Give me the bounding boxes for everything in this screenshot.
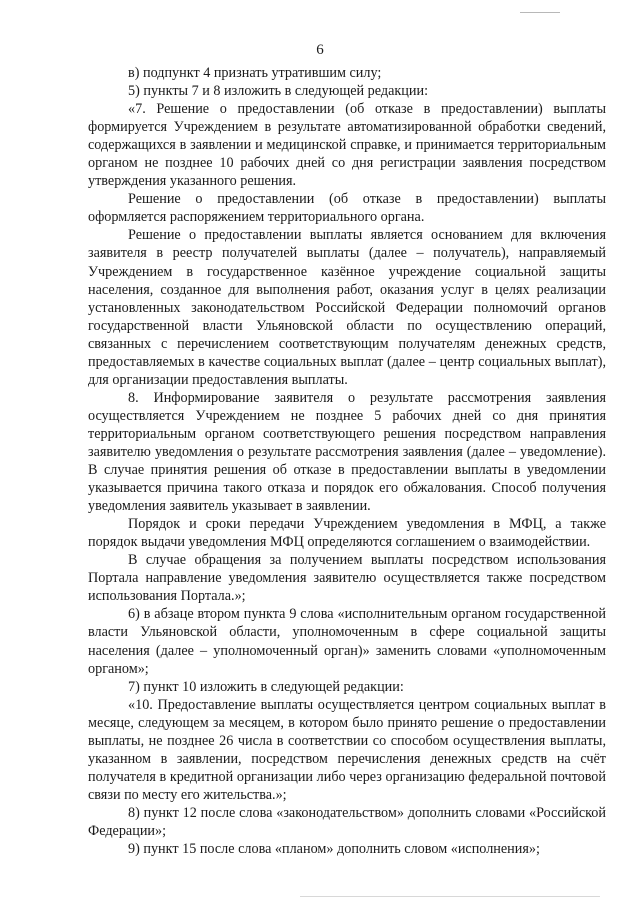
paragraph-portal-notification: В случае обращения за получением выплаты посредством использования Портала направление уведомления заявителю осуществляется также посредством использования Портала.»; (88, 552, 606, 605)
paragraph-point-8: 8. Информирование заявителя о результате рассмотрения заявления осуществляется Учреждением не позднее 5 рабочих дней со дня принятия территориальным органом соответствующего решения посредством направления заявителю уведомления о результате рассмотрения заявления (далее – уведомление). В случае принятия решения об отказе в предоставлении выплаты в уведомлении указывается причина такого отказа и порядок его обжалования. Способ получения уведомления заявитель указывает в заявлении. (88, 389, 606, 515)
paragraph-decision-basis: Решение о предоставлении выплаты является основанием для включения заявителя в реестр получателей выплаты (далее – получатель), направляемый Учреждением в государственное казённое учреждение социальной защиты населения, созданное для выполнения работ, оказания услуг в целях реализации установленных законодательством Российской Федерации полномочий органов государственной власти Ульяновской области по осуществлению операций, связанных с перечислением соответствующим получателям денежных средств, предоставляемых в качестве социальных выплат (далее – центр социальных выплат), для организации предоставления выплаты. (88, 227, 606, 388)
paragraph-item-6: 6) в абзаце втором пункта 9 слова «исполнительным органом государственной власти Ульяновской области, уполномоченным в сфере социальной защиты населения (далее – уполномоченный орган)» заменить словами «уполномоченным органом»; (88, 606, 606, 677)
paragraph-decision-formalization: Решение о предоставлении (об отказе в предоставлении) выплаты оформляется распоряжением территориального органа. (88, 191, 606, 226)
page-number: 6 (316, 42, 324, 58)
paragraph-point-7: «7. Решение о предоставлении (об отказе в предоставлении) выплаты формируется Учреждением в результате автоматизированной обработки сведений, содержащихся в заявлении и медицинской справке, и принимается территориальным органом не позднее 10 рабочих дней со дня регистрации заявления посредством утверждения указанного решения. (88, 101, 606, 190)
paragraph-subpoint-v: в) подпункт 4 признать утратившим силу; (128, 65, 382, 81)
paragraph-item-9: 9) пункт 15 после слова «планом» дополнить словом «исполнения»; (128, 841, 540, 858)
paragraph-mfc-procedure: Порядок и сроки передачи Учреждением уведомления в МФЦ, а также порядок выдачи уведомления МФЦ определяются соглашением о взаимодействии. (88, 516, 606, 551)
paragraph-point-10: «10. Предоставление выплаты осуществляется центром социальных выплат в месяце, следующем за месяцем, в котором было принято решение о предоставлении выплаты, не позднее 26 числа в соответствии со способом осуществления выплаты, указанном в заявлении, посредством перечисления денежных средств на счёт получателя в кредитной организации либо через организацию федеральной почтовой связи по месту его жительства.»; (88, 696, 606, 803)
paragraph-item-8: 8) пункт 12 после слова «законодательством» дополнить словами «Российской Федерации»; (88, 804, 606, 839)
paragraph-item-7: 7) пункт 10 изложить в следующей редакции: (128, 678, 404, 695)
paragraph-item-5: 5) пункты 7 и 8 изложить в следующей редакции: (128, 83, 429, 100)
document-body (88, 64, 606, 858)
scan-artifact-bottom (300, 896, 600, 897)
scan-artifact-top (520, 12, 560, 13)
